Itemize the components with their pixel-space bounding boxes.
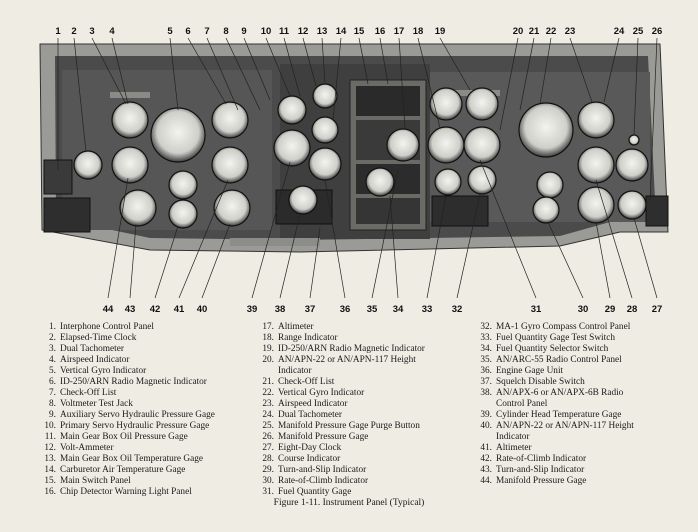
legend-item-number: 30.: [262, 476, 274, 486]
callout-number: 31: [530, 304, 542, 315]
legend-item-label: Airspeed Indicator: [60, 355, 130, 365]
legend-item-label: Carburetor Air Temperature Gage: [60, 465, 186, 475]
legend-item-label: Airspeed Indicator: [278, 399, 348, 409]
legend-item: [252, 344, 425, 355]
legend-item-label: Dual Tachometer: [60, 344, 124, 354]
legend-item: [252, 322, 314, 333]
callout-number: 13: [316, 26, 328, 37]
legend-item-label: MA-1 Gyro Compass Control Panel: [496, 322, 631, 332]
legend-item-label: Fuel Quantity Selector Switch: [496, 344, 609, 354]
legend-item-number: 40.: [480, 421, 492, 431]
legend-item-label: Main Gear Box Oil Pressure Gage: [60, 432, 188, 442]
legend-item-number: 12.: [44, 443, 56, 453]
legend-item: [252, 443, 341, 454]
callout-number: 21: [528, 26, 540, 37]
legend-item: [34, 454, 203, 465]
legend-item-number: 32.: [480, 322, 492, 332]
legend-item-number: 17.: [262, 322, 274, 332]
legend-item-continuation: Control Panel: [496, 399, 548, 409]
legend-item-label: Range Indicator: [278, 333, 338, 343]
callout-number: 38: [274, 304, 286, 315]
legend-item: [34, 333, 136, 344]
callout-number: 23: [564, 26, 576, 37]
legend-item-number: 14.: [44, 465, 56, 475]
callout-number: 44: [102, 304, 114, 315]
callout-number: 42: [149, 304, 161, 315]
legend-item-label: Squelch Disable Switch: [496, 377, 585, 387]
legend-item-number: 18.: [262, 333, 274, 343]
legend-item: [470, 377, 585, 388]
legend-item: [470, 465, 584, 476]
legend-item-number: 26.: [262, 432, 274, 442]
callout-number: 19: [434, 26, 446, 37]
callout-number: 26: [651, 26, 663, 37]
legend-item: [34, 344, 124, 355]
legend-item-label: Altimeter: [496, 443, 532, 453]
callout-number: 3: [89, 26, 95, 37]
legend-item: [470, 454, 586, 465]
callout-number: 40: [196, 304, 208, 315]
legend-item-number: 2.: [49, 333, 56, 343]
callout-number: 36: [339, 304, 351, 315]
callout-number: 24: [613, 26, 625, 37]
legend-item-label: Auxiliary Servo Hydraulic Pressure Gage: [60, 410, 215, 420]
callout-number: 18: [412, 26, 424, 37]
legend-item-label: ID-250/ARN Radio Magnetic Indicator: [60, 377, 207, 387]
legend-item-number: 13.: [44, 454, 56, 464]
callout-number: 17: [393, 26, 405, 37]
legend-item-number: 9.: [49, 410, 56, 420]
legend-item-number: 35.: [480, 355, 492, 365]
legend-item-number: 31.: [262, 487, 274, 497]
legend-item-label: Primary Servo Hydraulic Pressure Gage: [60, 421, 210, 431]
legend-item-label: Eight-Day Clock: [278, 443, 342, 453]
legend-item-number: 6.: [49, 377, 56, 387]
callout-number: 29: [604, 304, 616, 315]
callout-number: 11: [278, 26, 290, 37]
callout-number: 10: [260, 26, 272, 37]
callout-number: 25: [632, 26, 644, 37]
callout-number: 43: [124, 304, 136, 315]
legend-item: [34, 465, 185, 476]
legend-item: [470, 410, 621, 421]
legend-item-label: Manifold Pressure Gage: [496, 476, 587, 486]
legend-item-label: AN/APN-22 or AN/APN-117 Height: [278, 355, 416, 365]
legend-item-label: AN/ARC-55 Radio Control Panel: [496, 355, 622, 365]
legend-item-number: 7.: [49, 388, 56, 398]
legend-item: [34, 366, 146, 377]
callout-number: 33: [421, 304, 433, 315]
legend-item-label: Turn-and-Slip Indicator: [496, 465, 585, 475]
legend-item-number: 15.: [44, 476, 56, 486]
legend-item-label: AN/APN-22 or AN/APN-117 Height: [496, 421, 634, 431]
legend-item-label: Turn-and-Slip Indicator: [278, 465, 367, 475]
callout-number: 9: [241, 26, 247, 37]
legend-item: [252, 377, 334, 388]
legend-item-label: Chip Detector Warning Light Panel: [60, 487, 192, 497]
legend-item: [470, 476, 586, 487]
legend-item-label: Cylinder Head Temperature Gage: [496, 410, 622, 420]
legend-item-label: Engine Gage Unit: [496, 366, 564, 376]
legend-item-number: 11.: [44, 432, 56, 442]
legend-item-label: ID-250/ARN Radio Magnetic Indicator: [278, 344, 425, 354]
legend-item-number: 16.: [44, 487, 56, 497]
legend-item: [252, 399, 347, 410]
legend-item-label: Check-Off List: [60, 388, 117, 398]
legend-item-label: Elapsed-Time Clock: [60, 333, 137, 343]
legend-item-number: 20.: [262, 355, 274, 365]
legend-item-label: Vertical Gyro Indicator: [278, 388, 365, 398]
legend-item: [252, 355, 416, 366]
legend-item-label: Volt-Ammeter: [60, 443, 114, 453]
legend-item: [470, 333, 615, 344]
legend-item: [34, 377, 207, 388]
legend-item: [252, 421, 420, 432]
callout-number: 12: [297, 26, 309, 37]
legend-item-number: 29.: [262, 465, 274, 475]
callout-number: 16: [374, 26, 386, 37]
legend-item: [252, 476, 368, 487]
callout-number: 5: [167, 26, 173, 37]
legend-item-number: 23.: [262, 399, 274, 409]
legend-item-number: 24.: [262, 410, 274, 420]
legend-item: [252, 388, 364, 399]
legend-item-label: Interphone Control Panel: [60, 322, 154, 332]
legend-item-label: Course Indicator: [278, 454, 341, 464]
legend-item-number: 42.: [480, 454, 492, 464]
legend-item-number: 44.: [480, 476, 492, 486]
callout-number: 14: [335, 26, 347, 37]
legend-item-label: Vertical Gyro Indicator: [60, 366, 147, 376]
legend-item-label: AN/APX-6 or AN/APX-6B Radio: [496, 388, 624, 398]
callout-number: 1: [55, 26, 61, 37]
legend-item: [34, 421, 209, 432]
legend-item-number: 25.: [262, 421, 274, 431]
legend-item-label: Rate-of-Climb Indicator: [278, 476, 369, 486]
legend-item-label: Voltmeter Test Jack: [60, 399, 133, 409]
legend-item-number: 8.: [49, 399, 56, 409]
legend-item-number: 3.: [49, 344, 56, 354]
legend-item-label: Rate-of-Climb Indicator: [496, 454, 587, 464]
legend-item-label: Dual Tachometer: [278, 410, 342, 420]
legend-item: [470, 344, 608, 355]
legend-item-number: 21.: [262, 377, 274, 387]
legend-item: [470, 421, 634, 432]
legend-item-number: 10.: [44, 421, 56, 431]
callout-number: 15: [353, 26, 365, 37]
legend-item: [252, 333, 338, 344]
legend-item-number: 4.: [49, 355, 56, 365]
legend-item: [34, 443, 114, 454]
legend-item-number: 28.: [262, 454, 274, 464]
legend-item: [34, 410, 215, 421]
callout-numbers-top: [0, 0, 698, 40]
legend: [0, 322, 698, 497]
callout-number: 35: [366, 304, 378, 315]
legend-item: [34, 355, 129, 366]
legend-item-label: Main Gear Box Oil Temperature Gage: [60, 454, 203, 464]
callout-numbers-bottom: [0, 298, 698, 322]
legend-item-number: 22.: [262, 388, 274, 398]
callout-number: 4: [109, 26, 115, 37]
callout-number: 7: [204, 26, 210, 37]
legend-item-number: 5.: [49, 366, 56, 376]
legend-item-label: Check-Off List: [278, 377, 335, 387]
callout-number: 20: [512, 26, 524, 37]
legend-item-label: Manifold Pressure Gage: [278, 432, 369, 442]
legend-item-continuation: Indicator: [278, 366, 312, 376]
legend-item-continuation: Indicator: [496, 432, 530, 442]
legend-item: [34, 399, 133, 410]
legend-item-number: 33.: [480, 333, 492, 343]
legend-item-label: Fuel Quantity Gage Test Switch: [496, 333, 615, 343]
figure-caption: Figure 1-11. Instrument Panel (Typical): [273, 498, 425, 508]
callout-number: 27: [651, 304, 663, 315]
legend-item: [470, 443, 532, 454]
callout-number: 30: [577, 304, 589, 315]
callout-number: 41: [173, 304, 185, 315]
legend-item-number: 38.: [480, 388, 492, 398]
legend-item-label: Fuel Quantity Gage: [278, 487, 352, 497]
legend-item: [470, 388, 623, 399]
legend-item: [34, 476, 131, 487]
legend-item-number: 41.: [480, 443, 492, 453]
callout-number: 22: [545, 26, 557, 37]
callout-number: 34: [392, 304, 404, 315]
legend-item: [252, 410, 342, 421]
legend-item-label: Main Switch Panel: [60, 476, 131, 486]
legend-item-number: 37.: [480, 377, 492, 387]
legend-item-number: 1.: [49, 322, 56, 332]
legend-item: [470, 322, 630, 333]
legend-item: [34, 432, 188, 443]
legend-item-number: 39.: [480, 410, 492, 420]
legend-item: [34, 388, 116, 399]
legend-item-number: 27.: [262, 443, 274, 453]
legend-item: [470, 355, 622, 366]
legend-item-number: 36.: [480, 366, 492, 376]
legend-item: [34, 487, 192, 498]
legend-item-label: Manifold Pressure Gage Purge Button: [278, 421, 420, 431]
callout-number: 8: [223, 26, 229, 37]
legend-item: [34, 322, 154, 333]
callout-number: 37: [304, 304, 316, 315]
legend-item-number: 19.: [262, 344, 274, 354]
legend-item: [252, 465, 366, 476]
legend-item: [252, 432, 368, 443]
callout-number: 2: [71, 26, 77, 37]
legend-item-number: 34.: [480, 344, 492, 354]
callout-number: 39: [246, 304, 258, 315]
legend-item-number: 43.: [480, 465, 492, 475]
callout-number: 6: [185, 26, 191, 37]
legend-item-label: Altimeter: [278, 322, 314, 332]
legend-item: [252, 487, 351, 498]
legend-item: [470, 366, 563, 377]
callout-number: 32: [451, 304, 463, 315]
callout-number: 28: [626, 304, 638, 315]
legend-item: [252, 454, 340, 465]
